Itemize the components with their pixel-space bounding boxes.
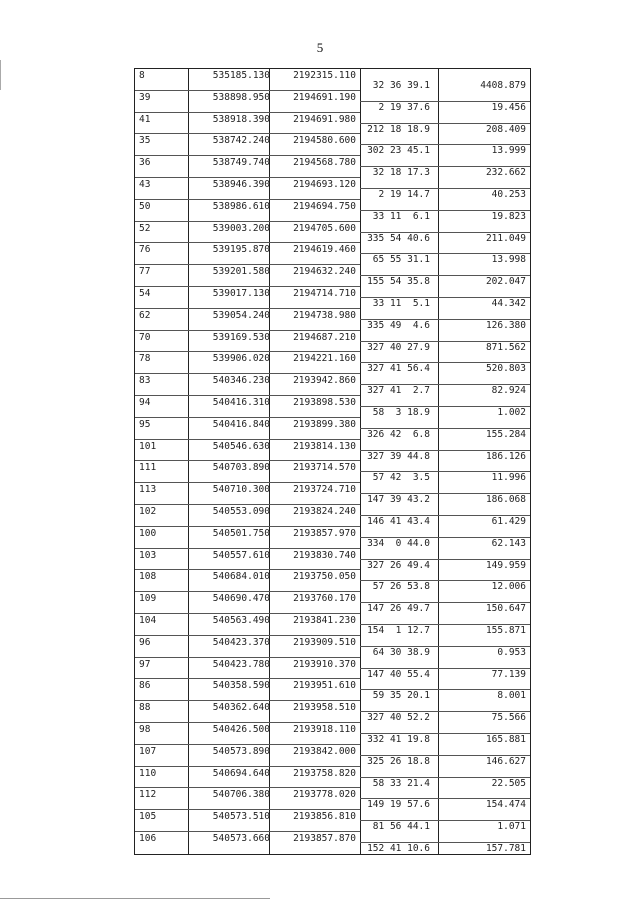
row-divider: [135, 439, 360, 440]
x-coordinate: 540501.750: [212, 527, 270, 539]
table-row: [135, 702, 360, 724]
distance-value: 4408.879: [480, 80, 526, 91]
row-divider: [135, 700, 360, 701]
point-id: 96: [139, 636, 151, 648]
table-row: [135, 550, 360, 572]
y-coordinate: 2193856.810: [293, 811, 356, 823]
table-row: [360, 189, 530, 211]
bearing-value: 326 42 6.8: [367, 428, 430, 440]
row-divider: [135, 482, 360, 483]
y-coordinate: 2194693.120: [293, 179, 356, 190]
table-row: [135, 92, 360, 114]
x-coordinate: 539195.870: [212, 244, 270, 256]
x-coordinate: 540706.380: [212, 789, 270, 801]
distance-value: 165.881: [485, 734, 526, 745]
table-row: [360, 233, 530, 255]
bearing-value: 2 19 37.6: [378, 101, 430, 113]
point-id: 88: [139, 702, 151, 714]
point-id: 35: [139, 135, 151, 147]
table-row: [360, 342, 530, 364]
bearing-value: 58 33 21.4: [372, 777, 430, 789]
row-divider: [135, 678, 360, 679]
distance-value: 186.068: [485, 494, 526, 506]
point-id: 94: [139, 397, 151, 408]
bearing-value: 33 11 5.1: [372, 298, 430, 309]
y-coordinate: 2194691.190: [293, 91, 356, 103]
bearing-value: 154 1 12.7: [367, 625, 430, 636]
point-id: 103: [139, 549, 157, 561]
point-id: 78: [139, 353, 151, 365]
bearing-value: 33 11 6.1: [372, 210, 430, 222]
distance-value: 0.953: [497, 646, 526, 658]
table-row: [135, 768, 360, 790]
point-id: 41: [139, 113, 151, 125]
row-divider: [135, 112, 360, 113]
x-coordinate: 540423.370: [212, 636, 270, 648]
table-row: [135, 724, 360, 746]
point-id: 52: [139, 222, 151, 234]
table-row: [135, 397, 360, 419]
table-row: [360, 429, 530, 451]
y-coordinate: 2193778.020: [293, 789, 356, 801]
bearing-value: 327 39 44.8: [367, 450, 430, 462]
row-divider: [135, 90, 360, 91]
bearing-value: 335 49 4.6: [367, 319, 430, 331]
y-coordinate: 2194619.460: [293, 244, 356, 256]
point-id: 36: [139, 157, 151, 169]
bearing-value: 327 41 56.4: [367, 363, 430, 375]
bearing-value: 58 3 18.9: [372, 407, 430, 418]
table-row: [360, 298, 530, 320]
table-row: [135, 528, 360, 550]
table-row: [360, 124, 530, 146]
x-coordinate: 540690.470: [212, 593, 270, 605]
row-divider: [135, 591, 360, 592]
bearing-value: 2 19 14.7: [378, 189, 430, 200]
x-coordinate: 539054.240: [212, 309, 270, 321]
bearing-value: 332 41 19.8: [367, 734, 430, 745]
y-coordinate: 2193841.230: [293, 615, 356, 626]
point-id: 70: [139, 331, 151, 343]
distance-value: 1.071: [497, 821, 526, 833]
point-id: 100: [139, 527, 157, 539]
point-id: 86: [139, 680, 151, 692]
x-coordinate: 540703.890: [212, 462, 270, 474]
table-row: [135, 288, 360, 310]
y-coordinate: 2193899.380: [293, 418, 356, 430]
table-row: [360, 843, 530, 865]
point-id: 111: [139, 462, 157, 474]
y-coordinate: 2193918.110: [293, 724, 356, 735]
point-id: 83: [139, 375, 151, 387]
distance-value: 44.342: [491, 298, 526, 309]
distance-value: 150.647: [485, 603, 526, 615]
table-row: [135, 419, 360, 441]
coordinate-table: [134, 68, 531, 855]
table-row: [135, 637, 360, 659]
table-row: [360, 385, 530, 407]
distance-value: 12.006: [491, 581, 526, 593]
distance-value: 146.627: [485, 755, 526, 767]
distance-value: 157.781: [485, 843, 526, 854]
row-divider: [135, 351, 360, 352]
point-id: 104: [139, 615, 157, 626]
y-coordinate: 2194694.750: [293, 200, 356, 212]
row-divider: [135, 635, 360, 636]
bearing-value: 302 23 45.1: [367, 145, 430, 157]
distance-value: 155.871: [485, 625, 526, 636]
table-row: [360, 799, 530, 821]
distance-value: 19.456: [491, 101, 526, 113]
distance-value: 211.049: [485, 232, 526, 244]
table-row: [135, 332, 360, 354]
distance-value: 13.998: [491, 254, 526, 266]
row-divider: [135, 548, 360, 549]
distance-value: 154.474: [485, 799, 526, 811]
distance-value: 61.429: [491, 516, 526, 527]
table-row: [360, 778, 530, 800]
x-coordinate: 539017.130: [212, 288, 270, 299]
table-row: [360, 276, 530, 298]
point-id: 76: [139, 244, 151, 256]
point-id: 109: [139, 593, 157, 605]
bearing-value: 65 55 31.1: [372, 254, 430, 266]
table-row: [135, 135, 360, 157]
x-coordinate: 540553.090: [212, 506, 270, 517]
table-row: [135, 70, 360, 92]
table-row: [360, 145, 530, 167]
table-row: [360, 320, 530, 342]
x-coordinate: 535185.130: [212, 70, 270, 81]
distance-value: 13.999: [491, 145, 526, 157]
bearing-value: 327 41 2.7: [367, 385, 430, 397]
table-row: [135, 179, 360, 201]
y-coordinate: 2194568.780: [293, 157, 356, 169]
table-row: [360, 625, 530, 647]
table-row: [360, 669, 530, 691]
x-coordinate: 540573.660: [212, 833, 270, 844]
distance-value: 126.380: [485, 319, 526, 331]
x-coordinate: 540423.780: [212, 658, 270, 670]
y-coordinate: 2193857.870: [293, 833, 356, 844]
page-number: 5: [316, 40, 324, 55]
row-divider: [135, 526, 360, 527]
row-divider: [135, 199, 360, 200]
table-row: [135, 811, 360, 833]
point-id: 97: [139, 658, 151, 670]
bearing-value: 59 35 20.1: [372, 690, 430, 702]
table-row: [135, 506, 360, 528]
table-row: [135, 310, 360, 332]
x-coordinate: 540573.890: [212, 745, 270, 757]
y-coordinate: 2194714.710: [293, 288, 356, 299]
point-id: 43: [139, 179, 151, 190]
row-divider: [135, 221, 360, 222]
row-divider: [135, 831, 360, 832]
point-id: 77: [139, 266, 151, 278]
point-id: 95: [139, 418, 151, 430]
row-divider: [135, 242, 360, 243]
x-coordinate: 540684.010: [212, 571, 270, 583]
row-divider: [135, 809, 360, 810]
table-row: [135, 441, 360, 463]
row-divider: [135, 787, 360, 788]
point-id: 39: [139, 91, 151, 103]
x-coordinate: 540546.630: [212, 440, 270, 452]
table-row: [135, 157, 360, 179]
table-row: [135, 833, 360, 855]
bearing-value: 335 54 40.6: [367, 232, 430, 244]
row-divider: [135, 569, 360, 570]
row-divider: [135, 722, 360, 723]
bearing-value: 327 40 27.9: [367, 341, 430, 353]
y-coordinate: 2194687.210: [293, 331, 356, 343]
bearing-value: 152 41 10.6: [367, 843, 430, 854]
x-coordinate: 539003.200: [212, 222, 270, 234]
x-coordinate: 540358.590: [212, 680, 270, 692]
distance-value: 155.284: [485, 428, 526, 440]
y-coordinate: 2194221.160: [293, 353, 356, 365]
x-coordinate: 538898.950: [212, 91, 270, 103]
point-id: 54: [139, 288, 151, 299]
row-divider: [135, 744, 360, 745]
y-coordinate: 2193830.740: [293, 549, 356, 561]
table-row: [360, 712, 530, 734]
x-coordinate: 540426.500: [212, 724, 270, 735]
y-coordinate: 2194580.600: [293, 135, 356, 147]
footer-rule: [0, 898, 270, 899]
table-row: [360, 363, 530, 385]
distance-value: 22.505: [491, 777, 526, 789]
distance-value: 11.996: [491, 472, 526, 484]
table-row: [360, 516, 530, 538]
point-id: 8: [139, 70, 145, 81]
table-row: [360, 80, 530, 102]
table-row: [360, 538, 530, 560]
bearing-value: 147 40 55.4: [367, 668, 430, 680]
row-divider: [135, 766, 360, 767]
y-coordinate: 2193898.530: [293, 397, 356, 408]
distance-value: 82.924: [491, 385, 526, 397]
table-row: [135, 223, 360, 245]
y-coordinate: 2193857.970: [293, 527, 356, 539]
table-row: [360, 407, 530, 429]
bearing-value: 334 0 44.0: [367, 537, 430, 549]
row-divider: [135, 177, 360, 178]
table-row: [135, 746, 360, 768]
bearing-value: 149 19 57.6: [367, 799, 430, 811]
table-row: [360, 167, 530, 189]
bearing-value: 57 42 3.5: [372, 472, 430, 484]
point-id: 110: [139, 767, 157, 779]
row-divider: [135, 264, 360, 265]
x-coordinate: 540346.230: [212, 375, 270, 387]
bearing-value: 147 39 43.2: [367, 494, 430, 506]
point-id: 108: [139, 571, 157, 583]
point-id: 101: [139, 440, 157, 452]
row-divider: [135, 133, 360, 134]
table-row: [360, 102, 530, 124]
table-row: [135, 201, 360, 223]
table-row: [135, 462, 360, 484]
table-row: [360, 581, 530, 603]
x-coordinate: 539169.530: [212, 331, 270, 343]
table-row: [135, 114, 360, 136]
table-row: [360, 603, 530, 625]
y-coordinate: 2194691.980: [293, 113, 356, 125]
y-coordinate: 2194705.600: [293, 222, 356, 234]
x-coordinate: 540573.510: [212, 811, 270, 823]
bearing-value: 81 56 44.1: [372, 821, 430, 833]
bearing-value: 212 18 18.9: [367, 123, 430, 135]
table-row: [135, 375, 360, 397]
y-coordinate: 2193714.570: [293, 462, 356, 474]
row-divider: [135, 155, 360, 156]
point-id: 102: [139, 506, 157, 517]
distance-value: 75.566: [491, 712, 526, 724]
table-row: [135, 571, 360, 593]
table-row: [135, 789, 360, 811]
point-id: 105: [139, 811, 157, 823]
point-id: 50: [139, 200, 151, 212]
x-coordinate: 538946.390: [212, 179, 270, 190]
table-row: [135, 244, 360, 266]
table-row: [135, 659, 360, 681]
distance-value: 149.959: [485, 559, 526, 571]
bearing-value: 325 26 18.8: [367, 755, 430, 767]
y-coordinate: 2194632.240: [293, 266, 356, 278]
point-id: 106: [139, 833, 157, 844]
table-row: [135, 266, 360, 288]
y-coordinate: 2193824.240: [293, 506, 356, 517]
point-id: 113: [139, 484, 157, 496]
row-divider: [135, 286, 360, 287]
x-coordinate: 539906.020: [212, 353, 270, 365]
y-coordinate: 2193758.820: [293, 767, 356, 779]
table-row: [360, 254, 530, 276]
y-coordinate: 2194738.980: [293, 309, 356, 321]
x-coordinate: 538986.610: [212, 200, 270, 212]
table-row: [360, 821, 530, 843]
distance-value: 19.823: [491, 210, 526, 222]
table-row: [135, 593, 360, 615]
table-row: [360, 756, 530, 778]
distance-value: 186.126: [485, 450, 526, 462]
x-coordinate: 538742.240: [212, 135, 270, 147]
table-row: [360, 211, 530, 233]
distance-value: 202.047: [485, 276, 526, 288]
y-coordinate: 2193942.860: [293, 375, 356, 387]
table-row: [360, 734, 530, 756]
bearing-value: 57 26 53.8: [372, 581, 430, 593]
bearing-value: 32 36 39.1: [372, 80, 430, 91]
y-coordinate: 2193814.130: [293, 440, 356, 452]
distance-value: 520.803: [485, 363, 526, 375]
y-coordinate: 2193951.610: [293, 680, 356, 692]
y-coordinate: 2193750.050: [293, 571, 356, 583]
x-coordinate: 538918.390: [212, 113, 270, 125]
point-id: 62: [139, 309, 151, 321]
distance-value: 871.562: [485, 341, 526, 353]
margin-mark: [0, 60, 1, 90]
row-divider: [135, 613, 360, 614]
y-coordinate: 2193909.510: [293, 636, 356, 648]
row-divider: [135, 504, 360, 505]
x-coordinate: 539201.580: [212, 266, 270, 278]
point-id: 107: [139, 745, 157, 757]
y-coordinate: 2192315.110: [293, 70, 356, 81]
x-coordinate: 540416.310: [212, 397, 270, 408]
table-row: [135, 680, 360, 702]
x-coordinate: 540416.840: [212, 418, 270, 430]
x-coordinate: 540557.610: [212, 549, 270, 561]
table-row: [360, 494, 530, 516]
row-divider: [135, 373, 360, 374]
x-coordinate: 538749.740: [212, 157, 270, 169]
distance-value: 77.139: [491, 668, 526, 680]
y-coordinate: 2193958.510: [293, 702, 356, 714]
table-row: [135, 353, 360, 375]
distance-value: 40.253: [491, 189, 526, 200]
table-row: [360, 472, 530, 494]
distance-value: 62.143: [491, 537, 526, 549]
x-coordinate: 540362.640: [212, 702, 270, 714]
x-coordinate: 540710.300: [212, 484, 270, 496]
distance-value: 1.002: [497, 407, 526, 418]
x-coordinate: 540563.490: [212, 615, 270, 626]
bearing-value: 155 54 35.8: [367, 276, 430, 288]
bearing-value: 146 41 43.4: [367, 516, 430, 527]
point-id: 98: [139, 724, 151, 735]
y-coordinate: 2193760.170: [293, 593, 356, 605]
table-row: [135, 484, 360, 506]
y-coordinate: 2193842.000: [293, 745, 356, 757]
row-divider: [135, 460, 360, 461]
table-row: [135, 615, 360, 637]
bearing-value: 327 40 52.2: [367, 712, 430, 724]
row-divider: [135, 657, 360, 658]
table-row: [360, 451, 530, 473]
table-row: [360, 560, 530, 582]
distance-value: 232.662: [485, 167, 526, 179]
row-divider: [135, 395, 360, 396]
point-id: 112: [139, 789, 157, 801]
table-row: [360, 690, 530, 712]
row-divider: [135, 330, 360, 331]
bearing-value: 32 18 17.3: [372, 167, 430, 179]
distance-value: 8.001: [497, 690, 526, 702]
row-divider: [135, 308, 360, 309]
bearing-value: 64 30 38.9: [372, 646, 430, 658]
distance-value: 208.409: [485, 123, 526, 135]
row-divider: [135, 417, 360, 418]
bearing-value: 327 26 49.4: [367, 559, 430, 571]
table-row: [360, 647, 530, 669]
y-coordinate: 2193910.370: [293, 658, 356, 670]
bearing-value: 147 26 49.7: [367, 603, 430, 615]
x-coordinate: 540694.640: [212, 767, 270, 779]
y-coordinate: 2193724.710: [293, 484, 356, 496]
